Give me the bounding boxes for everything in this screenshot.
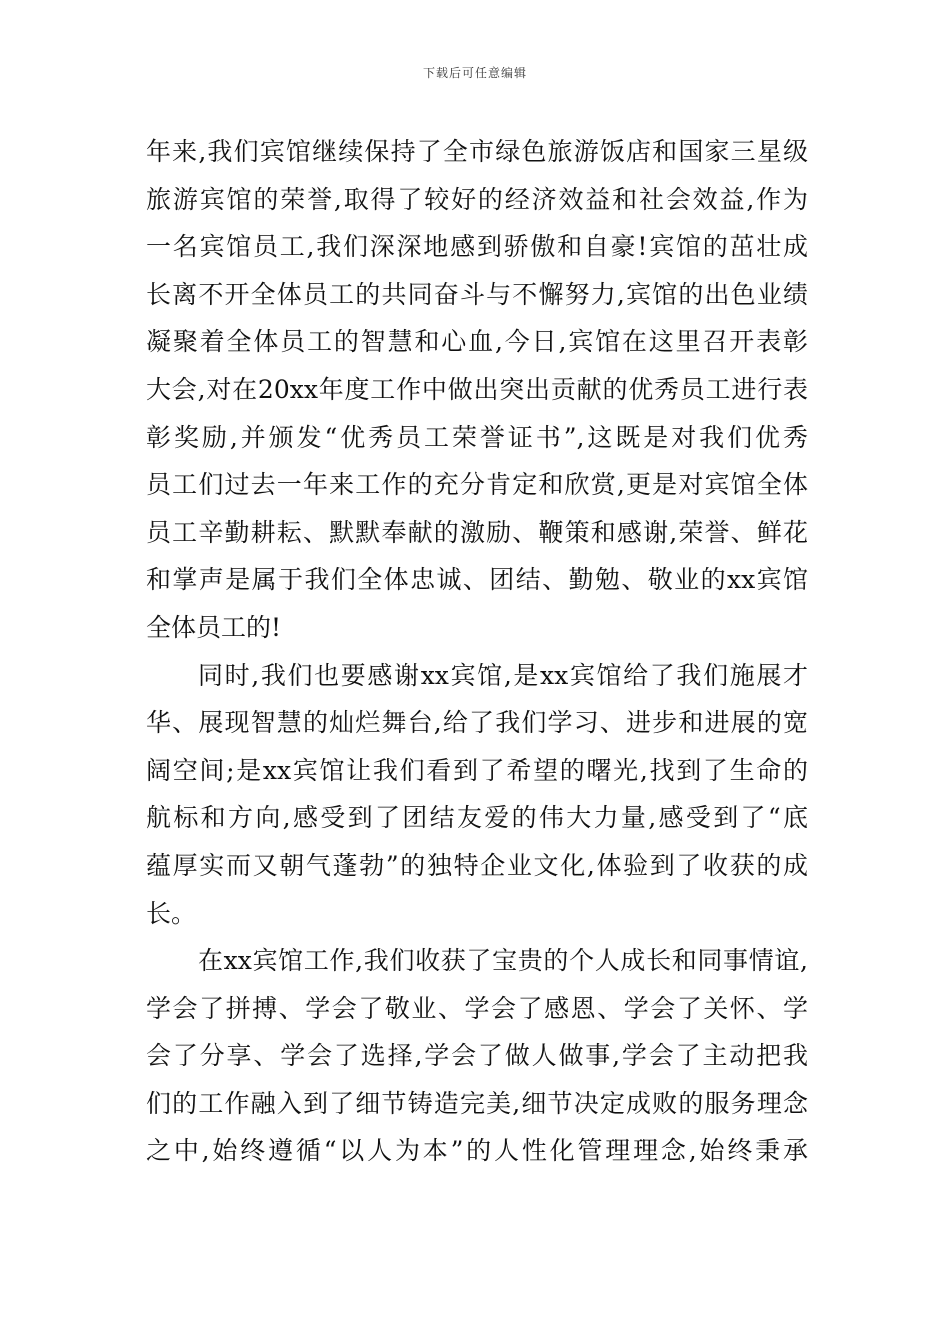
text-line: 华、展现智慧的灿烂舞台,给了我们学习、进步和进展的宽	[146, 708, 808, 738]
paragraph-3	[146, 937, 808, 1175]
text-line: 之中,始终遵循“以人为本”的人性化管理理念,始终秉承	[146, 1136, 808, 1166]
text-line: 员工们过去一年来工作的充分肯定和欣赏,更是对宾馆全体	[146, 470, 808, 500]
paragraph-2	[146, 652, 808, 938]
text-line: 一名宾馆员工,我们深深地感到骄傲和自豪!宾馆的茁壮成	[146, 232, 808, 262]
text-line: 大会,对在20xx年度工作中做出突出贡献的优秀员工进行表	[146, 374, 808, 404]
text-line: 学会了拼搏、学会了敬业、学会了感恩、学会了关怀、学	[146, 993, 808, 1023]
text-line: 会了分享、学会了选择,学会了做人做事,学会了主动把我	[146, 1041, 808, 1071]
text-line: 年来,我们宾馆继续保持了全市绿色旅游饭店和国家三星级	[146, 137, 808, 166]
text-line: 航标和方向,感受到了团结友爱的伟大力量,感受到了“底	[146, 803, 808, 833]
text-line: 们的工作融入到了细节铸造完美,细节决定成败的服务理念	[146, 1088, 808, 1118]
text-line: 同时,我们也要感谢xx宾馆,是xx宾馆给了我们施展才	[198, 660, 808, 690]
text-line: 全体员工的!	[146, 612, 282, 642]
text-line: 凝聚着全体员工的智慧和心血,今日,宾馆在这里召开表彰	[146, 327, 808, 357]
text-line: 在xx宾馆工作,我们收获了宝贵的个人成长和同事情谊,	[198, 946, 808, 976]
text-line: 长。	[146, 898, 197, 928]
text-line: 和掌声是属于我们全体忠诚、团结、勤勉、敬业的xx宾馆	[146, 565, 808, 595]
text-line: 阔空间;是xx宾馆让我们看到了希望的曙光,找到了生命的	[146, 755, 808, 785]
paragraph-1	[146, 128, 808, 652]
text-line: 员工辛勤耕耘、默默奉献的激励、鞭策和感谢,荣誉、鲜花	[146, 517, 808, 547]
text-line: 彰奖励,并颁发“优秀员工荣誉证书”,这既是对我们优秀	[146, 422, 808, 452]
text-line: 旅游宾馆的荣誉,取得了较好的经济效益和社会效益,作为	[146, 184, 808, 214]
document-body	[146, 128, 808, 1175]
text-line: 长离不开全体员工的共同奋斗与不懈努力,宾馆的出色业绩	[146, 279, 808, 309]
page-header: 下载后可任意编辑	[422, 66, 527, 80]
text-line: 蕴厚实而又朝气蓬勃”的独特企业文化,体验到了收获的成	[146, 850, 808, 880]
